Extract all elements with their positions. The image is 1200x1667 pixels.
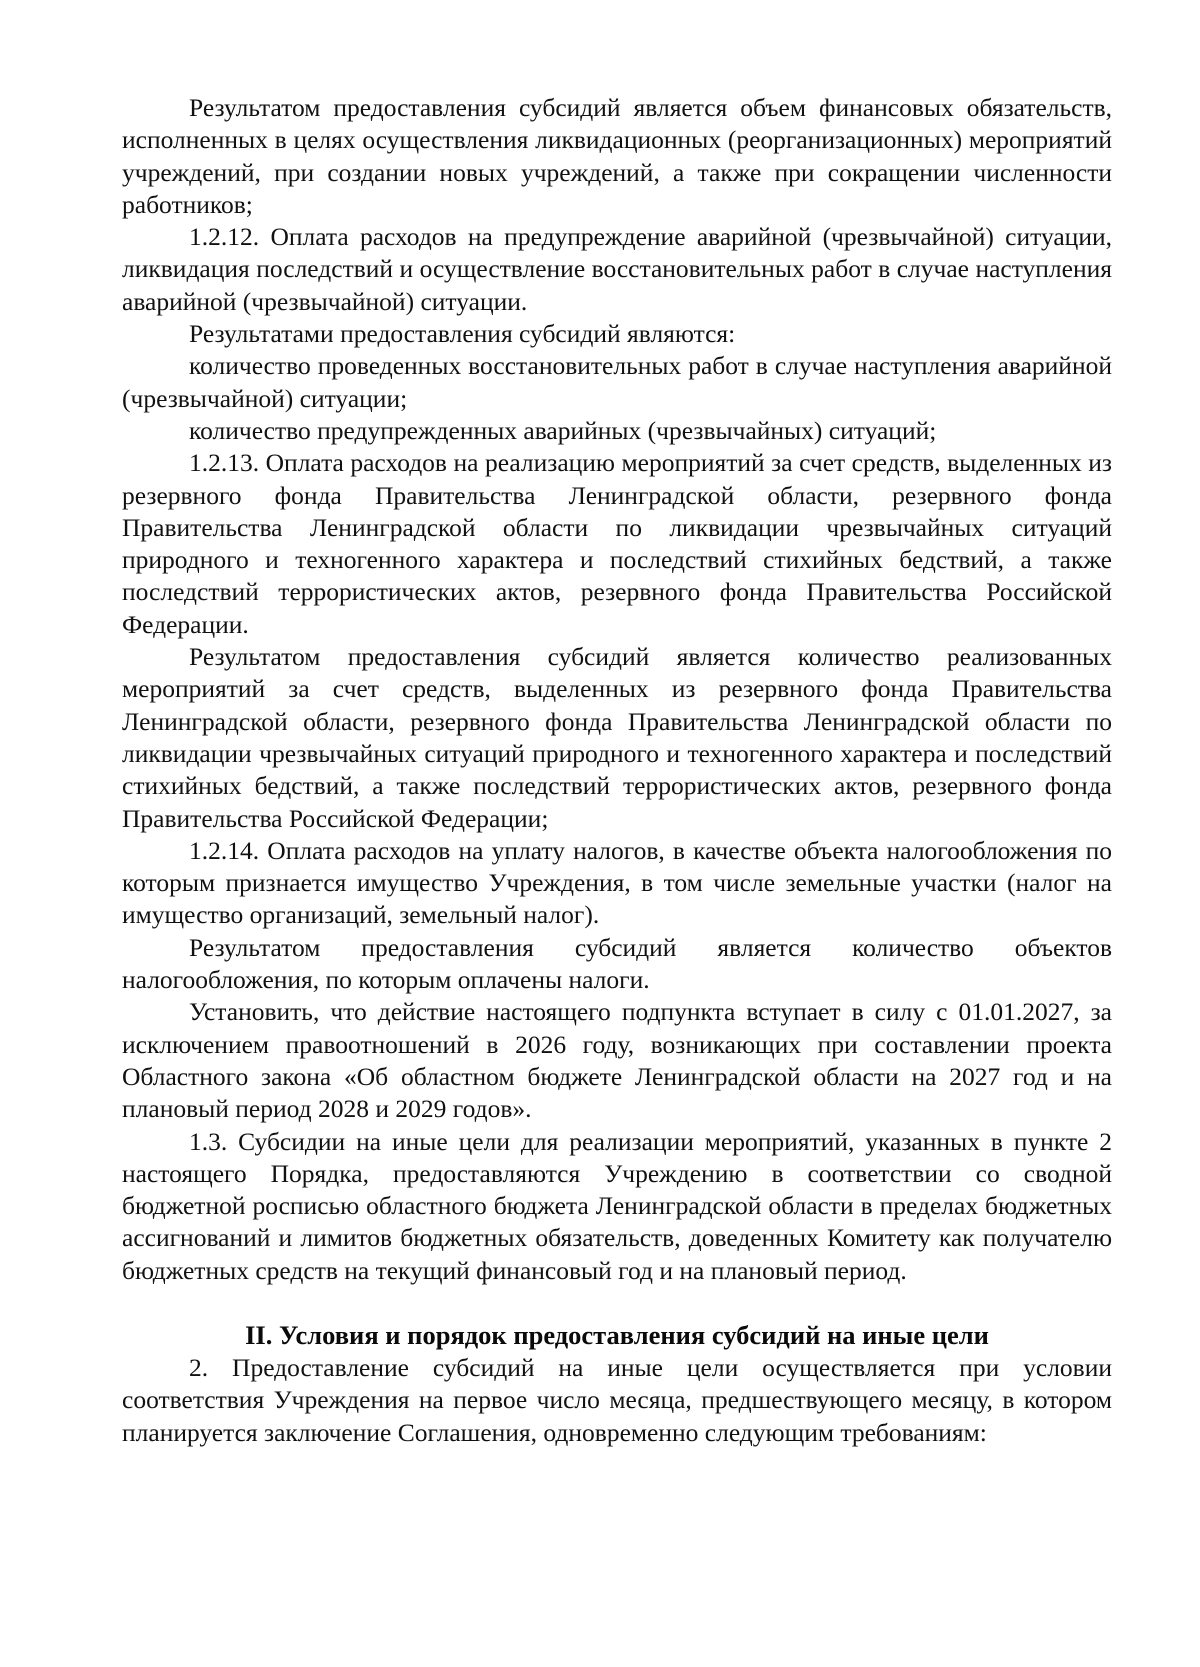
paragraph-results-header: Результатами предоставления субсидий являются:	[189, 319, 736, 349]
paragraph-1-2-14: 1.2.14. Оплата расходов на уплату налогов, в качестве объекта налогообложения по которым признается имущество Учреждения, в том числе земельные участки (налог на имущество организаций, земельный налог).	[122, 835, 1112, 930]
paragraph-2: 2. Предоставление субсидий на иные цели осуществляется при условии соответствия Учреждения на первое число месяца, предшествующего месяцу, в котором планируется заключение Соглашения, одновременно следующим требованиям:	[122, 1352, 1112, 1447]
paragraph-result-reserve-fund: Результатом предоставления субсидий является количество реализованных мероприятий за счет средств, выделенных из резервного фонда Правительства Ленинградской области, резервного фонда Правительства Ленинградской области по ликвидации чрезвычайных ситуаций природного и техногенного характера и последствий стихийных бедствий, а также последствий террористических актов, резервного фонда Правительства Российской Федерации;	[122, 642, 1112, 833]
paragraph-1-3: 1.3. Субсидии на иные цели для реализации мероприятий, указанных в пункте 2 настоящего Порядка, предоставляются Учреждению в соответствии со сводной бюджетной росписью областного бюджета Ленинградской области в пределах бюджетных ассигнований и лимитов бюджетных обязательств, доведенных Комитету как получателю бюджетных средств на текущий финансовый год и на плановый период.	[122, 1126, 1112, 1285]
paragraph-result-liquidation: Результатом предоставления субсидий является объем финансовых обязательств, исполненных в целях осуществления ликвидационных (реорганизационных) мероприятий учреждений, при создании новых учреждений, а также при сокращении численности работников;	[122, 93, 1112, 219]
paragraph-result-prevented-count: количество предупрежденных аварийных (чрезвычайных) ситуаций;	[189, 415, 937, 445]
paragraph-effective-date: Установить, что действие настоящего подпункта вступает в силу с 01.01.2027, за исключением правоотношений в 2026 году, возникающих при составлении проекта Областного закона «Об областном бюджете Ленинградской области на 2027 год и на плановый период 2028 и 2029 годов».	[122, 997, 1112, 1124]
paragraph-result-tax-objects: Результатом предоставления субсидий является количество объектов налогообложения, по которым оплачены налоги.	[122, 932, 1112, 995]
paragraph-1-2-13: 1.2.13. Оплата расходов на реализацию мероприятий за счет средств, выделенных из резервного фонда Правительства Ленинградской области, резервного фонда Правительства Ленинградской области по ликвидации чрезвычайных ситуаций природного и техногенного характера и последствий стихийных бедствий, а также последствий террористических актов, резервного фонда Правительства Российской Федерации.	[122, 448, 1112, 639]
section-heading: II. Условия и порядок предоставления субсидий на иные цели	[245, 1319, 989, 1350]
document-page	[122, 92, 1112, 1449]
paragraph-1-2-12: 1.2.12. Оплата расходов на предупреждение аварийной (чрезвычайной) ситуации, ликвидация последствий и осуществление восстановительных работ в случае наступления аварийной (чрезвычайной) ситуации.	[122, 222, 1112, 316]
paragraph-result-restoration-count: количество проведенных восстановительных работ в случае наступления аварийной (чрезвычайной) ситуации;	[122, 351, 1112, 413]
